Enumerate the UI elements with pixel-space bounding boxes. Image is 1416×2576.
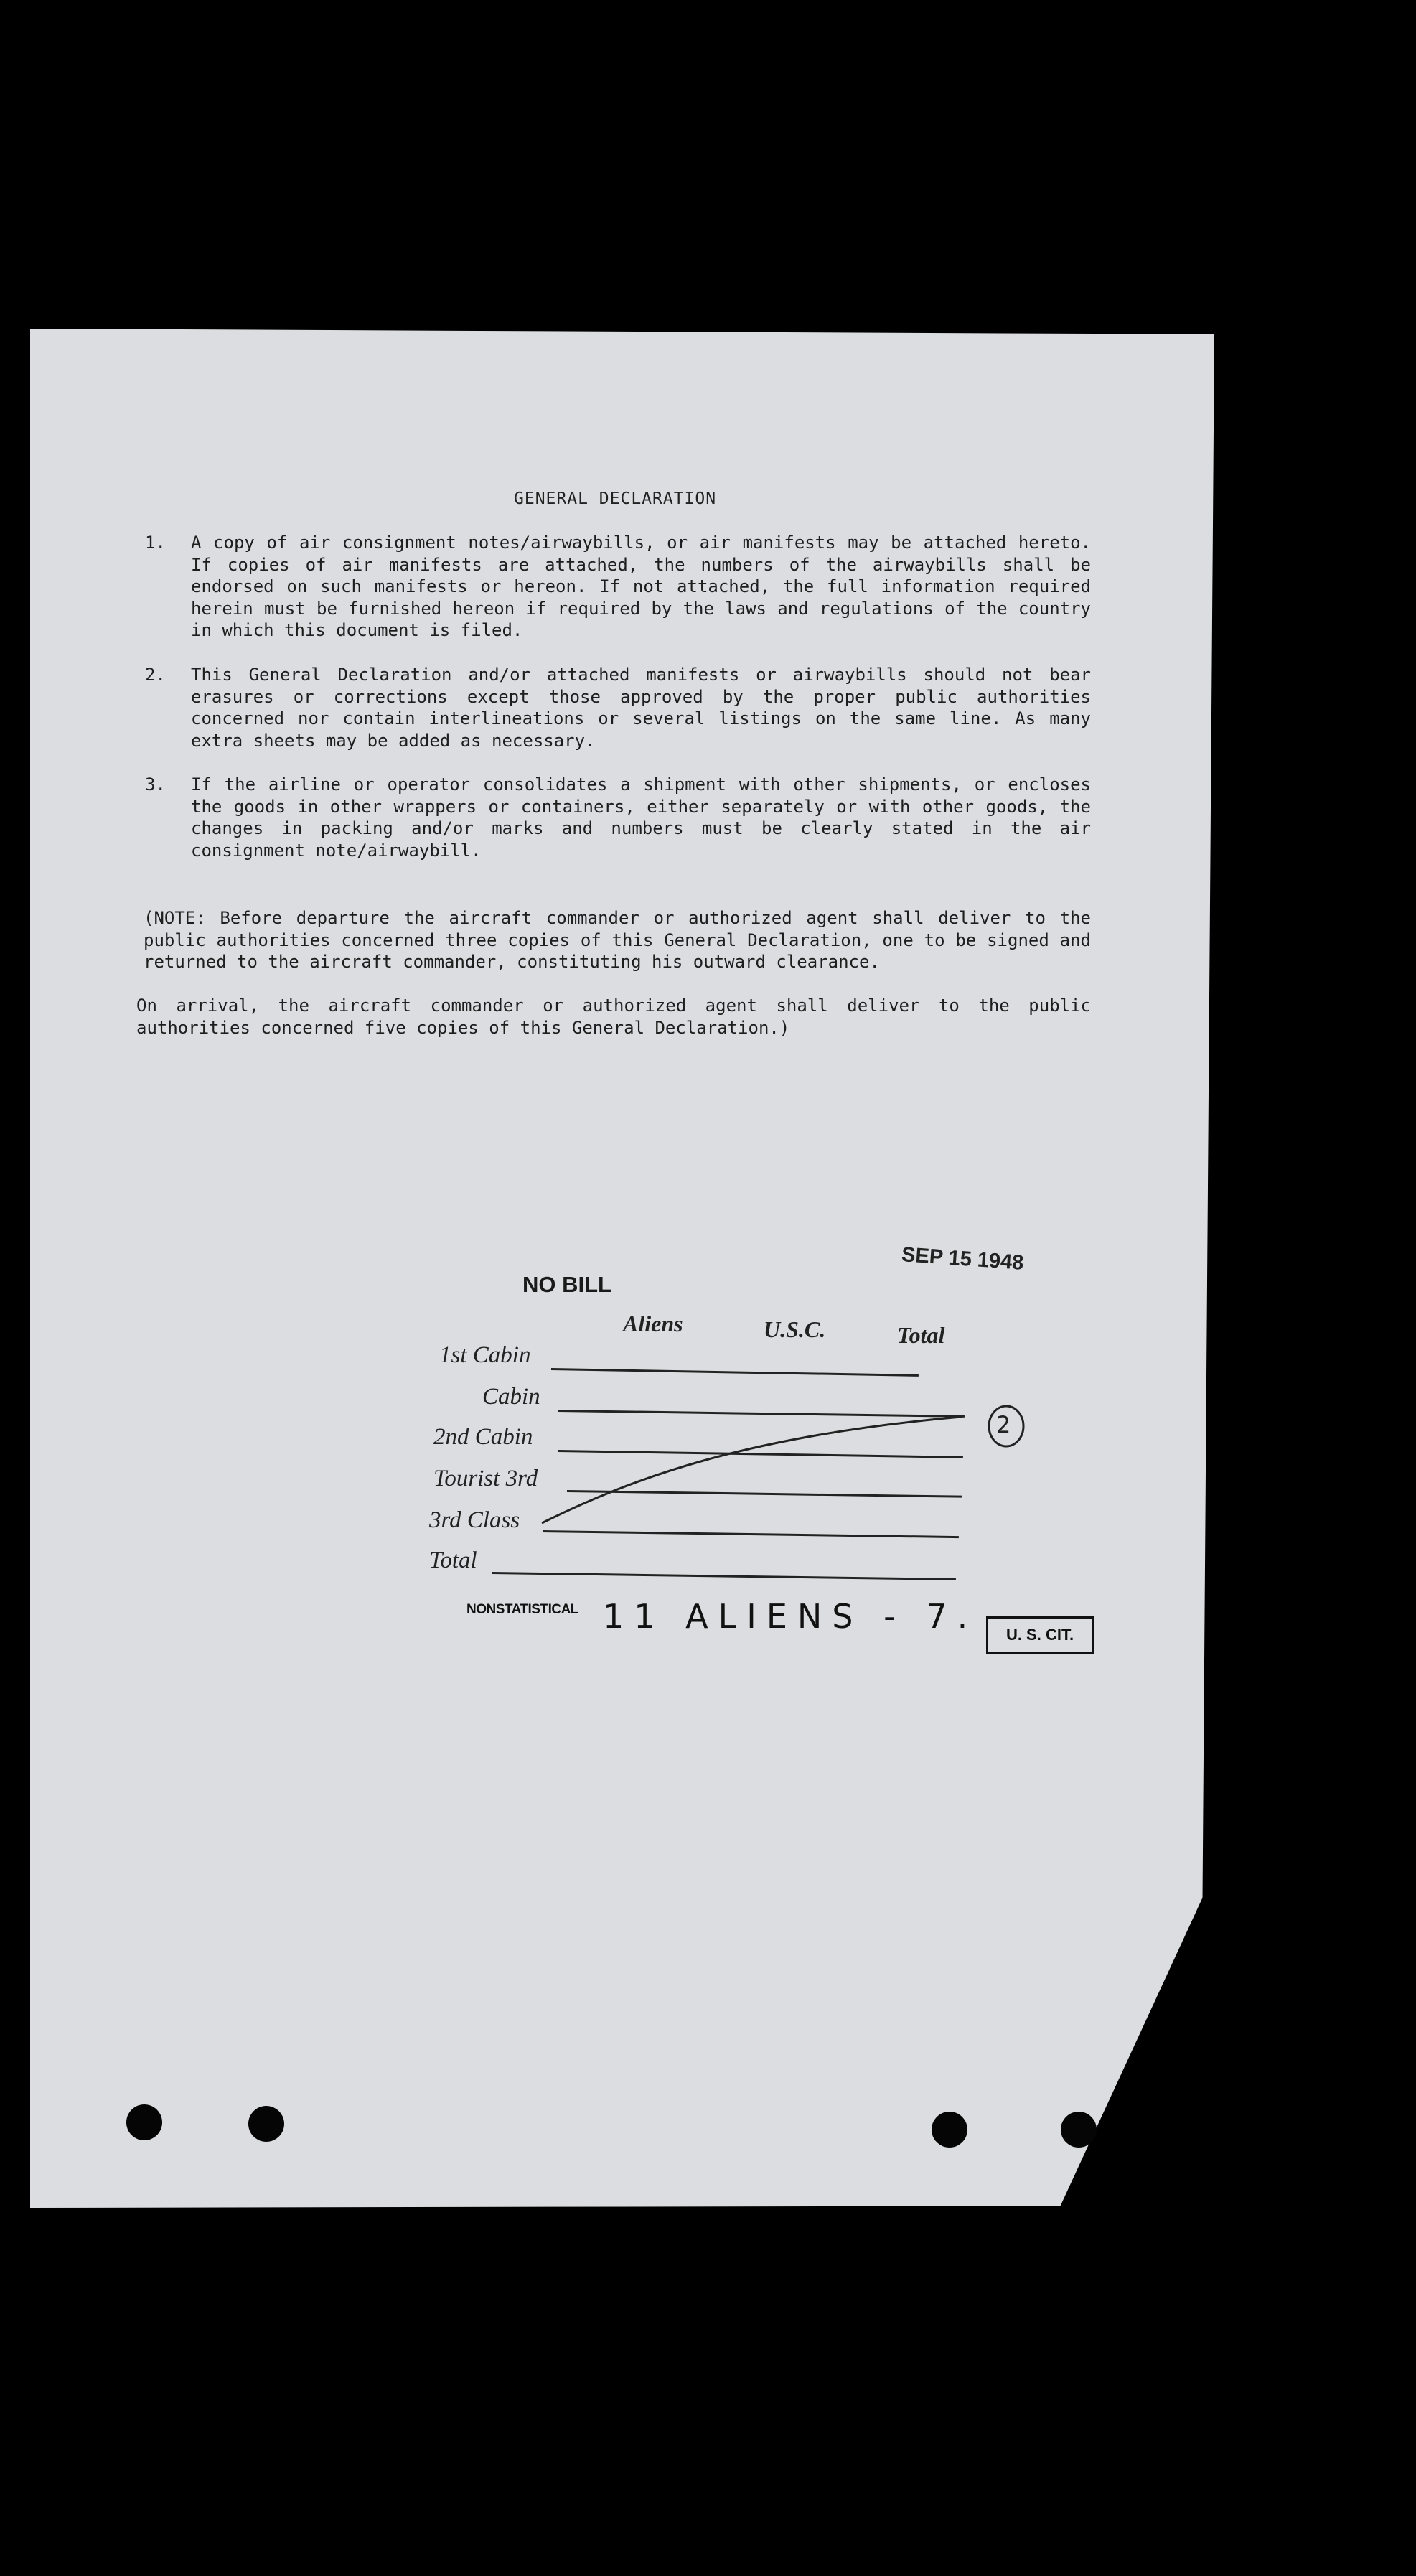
punch-hole: [1061, 2112, 1097, 2148]
date-stamp: SEP 15 1948: [901, 1243, 1025, 1275]
handwritten-note: 11 ALIENS - 7.: [603, 1597, 978, 1636]
item-text: A copy of air consignment notes/airwaybills, or air manifests may be attached hereto. If copies of air manifests are attached, the numbers of the airwaybills shall be endorsed on such manifests or hereon. If not attached, the full information required herein must be furnished hereon if required by the laws and regulations of the country in which this document is filed.: [191, 533, 1091, 640]
item-text: If the airline or operator consolidates a shipment with other shipments, or encloses the goods in other wrappers or containers, either separately or with other goods, the changes in packing and/or marks and numbers must be clearly stated in the air consignment note/airwaybill.: [191, 774, 1091, 861]
item-text: This General Declaration and/or attached manifests or airwaybills should not bear erasures or corrections except those approved by the proper public authorities concerned nor contain interlineations or several listings on the same line. As many extra sheets may be added as necessary.: [191, 665, 1091, 751]
punch-hole: [126, 2104, 162, 2140]
row-label-cabin: Cabin: [482, 1384, 540, 1410]
note-paragraph: (NOTE: Before departure the aircraft commander or authorized agent shall deliver to the public authorities concerned three copies of this General Declaration, one to be signed and returned to the aircraft commander, constituting his outward clearance.: [144, 908, 1091, 972]
column-header-total: Total: [897, 1322, 945, 1348]
column-header-aliens: Aliens: [623, 1311, 683, 1336]
item-number: 2.: [145, 665, 166, 685]
row-label-3rd-class: 3rd Class: [429, 1507, 520, 1533]
page-title: GENERAL DECLARATION: [514, 490, 717, 508]
item-number: 3.: [145, 774, 166, 795]
no-bill-stamp: NO BILL: [522, 1272, 611, 1297]
row-label-1st-cabin: 1st Cabin: [439, 1342, 531, 1368]
row-label-total: Total: [429, 1547, 477, 1573]
nonstatistical-stamp: NONSTATISTICAL: [466, 1602, 578, 1617]
punch-hole: [932, 2112, 967, 2148]
arrival-paragraph: On arrival, the aircraft commander or authorized agent shall deliver to the public authorities concerned five copies of this General Declaration.): [136, 996, 1091, 1038]
column-header-usc: U.S.C.: [764, 1316, 826, 1342]
circled-mark: 2: [996, 1411, 1011, 1438]
row-label-2nd-cabin: 2nd Cabin: [433, 1424, 533, 1450]
item-number: 1.: [145, 533, 166, 553]
us-cit-stamp: U. S. CIT.: [986, 1616, 1094, 1654]
row-label-tourist-3rd: Tourist 3rd: [433, 1466, 538, 1491]
punch-hole: [248, 2106, 284, 2142]
